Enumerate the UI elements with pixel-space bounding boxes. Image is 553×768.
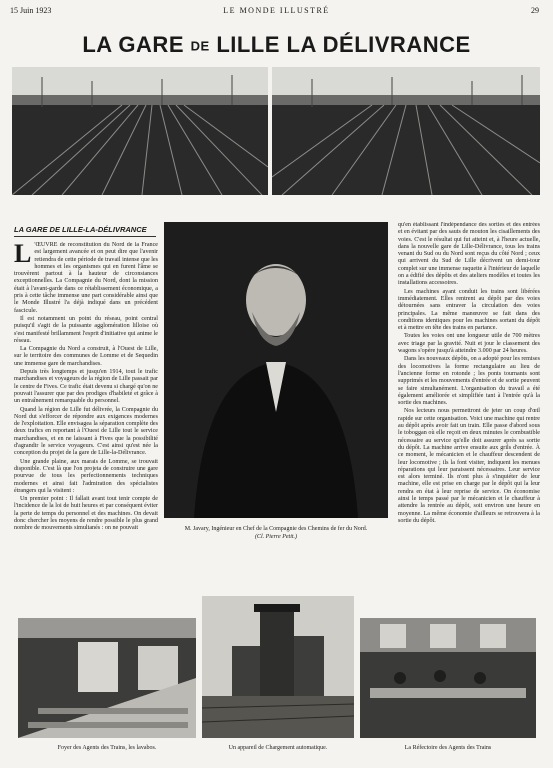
- article-column-2: [398, 222, 540, 610]
- paragraph: Nos lecteurs nous permettront de jeter un coup d'œil rapide sur cette organisation. Voici une machine qui rentre au dépôt après avoir fait un train. Elle passe d'abord sous le toboggan où elle reçoit en deux minutes le combustible nécessaire au service qu'elle doit assurer après sa sortie du dépôt. La machine arrive ensuite aux grils d'entrée. À ce moment, le mécanicien et le chauffeur descendent de leur locomotive ; ils la font visiter, indiquent les menues réparations qui leur paraissent nécessaires. Leur service est alors terminé. Ils n'ont plus à s'inquiéter de leur machine, elle est prise en charge par le dépôt qui la leur rendra en état à leur reprise de service. On économise ainsi le temps passé par le mécanicien et le chauffeur à attendre la rentrée au dépôt, soit environ une heure en moyenne. La même économie d'ailleurs se retrouvera à la sortie du dépôt.: [398, 408, 540, 524]
- title-part-1: LA GARE: [82, 32, 184, 57]
- paragraph: Une grande plaine, aux marais de Lomme, se trouvait disponible. C'est là que l'on projeta de construire une gare pourvue de tous les perfectionnements techniques modernes et ainsi fait l'admiration des spécialistes étrangers qui la visitent :: [14, 458, 158, 494]
- paragraph: Il est notamment un point du réseau, point central puisqu'il s'agit de la puissante agglomération lilloise où s'est manifesté brillamment l'esprit d'initiative qui anime le réseau.: [14, 315, 158, 344]
- article-column-1: [14, 242, 158, 610]
- title-part-2: DE: [190, 38, 210, 54]
- page-title: [0, 32, 553, 58]
- paragraph: Dans les nouveaux dépôts, on a adopté pour les remises des locomotives la forme rectangulaire au lieu de l'ancienne forme en rotonde ; les ponts tournants sont supprimés et les mouvements d'entrée et de sortie peuvent se faire simultanément. L'organisation du travail a été également améliorée et simplifiée tant à l'entrée qu'à la sortie des machines.: [398, 356, 540, 407]
- loading-apparatus-photo: [202, 596, 354, 738]
- section-rule: [14, 236, 156, 237]
- loading-apparatus-caption: Un appareil de Chargement automatique.: [228, 745, 328, 751]
- paragraph: qu'en établissant l'indépendance des sorties et des entrées et en évitant par des sauts de mouton les cisaillements des voies. C'est le résultat qui fut atteint et, à l'heure actuelle, dans la nouvelle gare de Lille-Délivrance, tous les trains venant du Sud ou du Nord sont reçus du côté Nord ; ceux qui arrivent du Sud de Lille décrivent un demi-tour complet sur une immense raquette à l'intérieur de laquelle on a édifié des dépôts et des ateliers modèles et toutes les installations accessoires.: [398, 222, 540, 287]
- refectory-caption: La Réfectoire des Agents des Trains: [404, 745, 492, 751]
- paragraph: 'ŒUVRE de reconstitution du Nord de la France est largement avancée et on peut dire que l'avenir retiendra de cette période de travail intense que les hommes et les organismes qui en furent l'âme se trouvèrent partout à la hauteur de circonstances exceptionnelles. La Compagnie du Nord, dont la mission était à l'avant-garde dans ce rétablissement économique, a pris à cette tâche immense une part considérable ainsi que le Monde Illustré l'a déjà indiqué dans un précédent fascicule.: [14, 242, 158, 314]
- portrait-credit: (Cl. Pierre Petit.): [254, 534, 298, 540]
- paragraph: Les machines ayant conduit les trains sont libérées immédiatement. Elles rentrent au dépôt par des voies détournées sans entraver la circulation des voies principales. La même manœuvre se fait dans des conditions identiques pour les machines sortant du dépôt et à mettre en tête des trains en partance.: [398, 288, 540, 332]
- rail-yard-photo-right: [272, 67, 540, 195]
- section-heading: LA GARE DE LILLE-LA-DÉLIVRANCE: [14, 225, 147, 234]
- paragraph: Quand la région de Lille fut délivrée, la Compagnie du Nord dut s'efforcer de répondre aux exigences modernes de l'exploitation. Elle envisagea la séparation complète des deux trafics en reportant à l'Ouest de Lille tout le service marchandises, et en ne laissant à Fives que la possibilité d'agrandir le service voyageurs. C'est ainsi qu'est née la conception du projet de la gare de Lille-la-Délivrance.: [14, 406, 158, 457]
- washroom-caption: Foyer des Agents des Trains, les lavabos.: [57, 745, 157, 751]
- portrait-caption: M. Javary, Ingénieur en Chef de la Compagnie des Chemins de fer du Nord.: [184, 526, 368, 532]
- paragraph: Un premier point : Il fallait avant tout tenir compte de l'incidence de la loi de huit heures et par conséquent éviter la perte de temps du personnel et des machines. On devait donc chercher les moyens de rendre possible le plus grand nombre de mouvements simultanés : on ne pouvait: [14, 496, 158, 532]
- drop-cap: L: [14, 242, 32, 268]
- paragraph: Depuis très longtemps et jusqu'en 1914, tout le trafic marchandises et voyageurs de la région de Lille passait par le centre de Fives. Ce trafic était devenu si chargé qu'on ne pouvait l'assurer que par des prodiges d'habileté et grâce à un entraînement remarquable du personnel.: [14, 369, 158, 405]
- refectory-photo: [360, 618, 536, 738]
- washroom-photo: [18, 618, 196, 738]
- paragraph: La Compagnie du Nord a construit, à l'Ouest de Lille, sur le territoire des communes de Lomme et de Sequedin une immense gare de marchandises.: [14, 346, 158, 367]
- publication-name: LE MONDE ILLUSTRÉ: [223, 6, 330, 15]
- title-part-3: LILLE LA DÉLIVRANCE: [216, 32, 471, 57]
- rail-yard-photo-left: [12, 67, 268, 195]
- page-number: 29: [531, 6, 539, 15]
- portrait-photo: [164, 222, 388, 518]
- issue-date: 15 Juin 1923: [10, 6, 52, 15]
- paragraph: Toutes les voies ont une longueur utile de 700 mètres avec triage par la gravité. Nuit et jour le classement des wagons s'opère jusqu'à atteindre 3.000 par 24 heures.: [398, 333, 540, 355]
